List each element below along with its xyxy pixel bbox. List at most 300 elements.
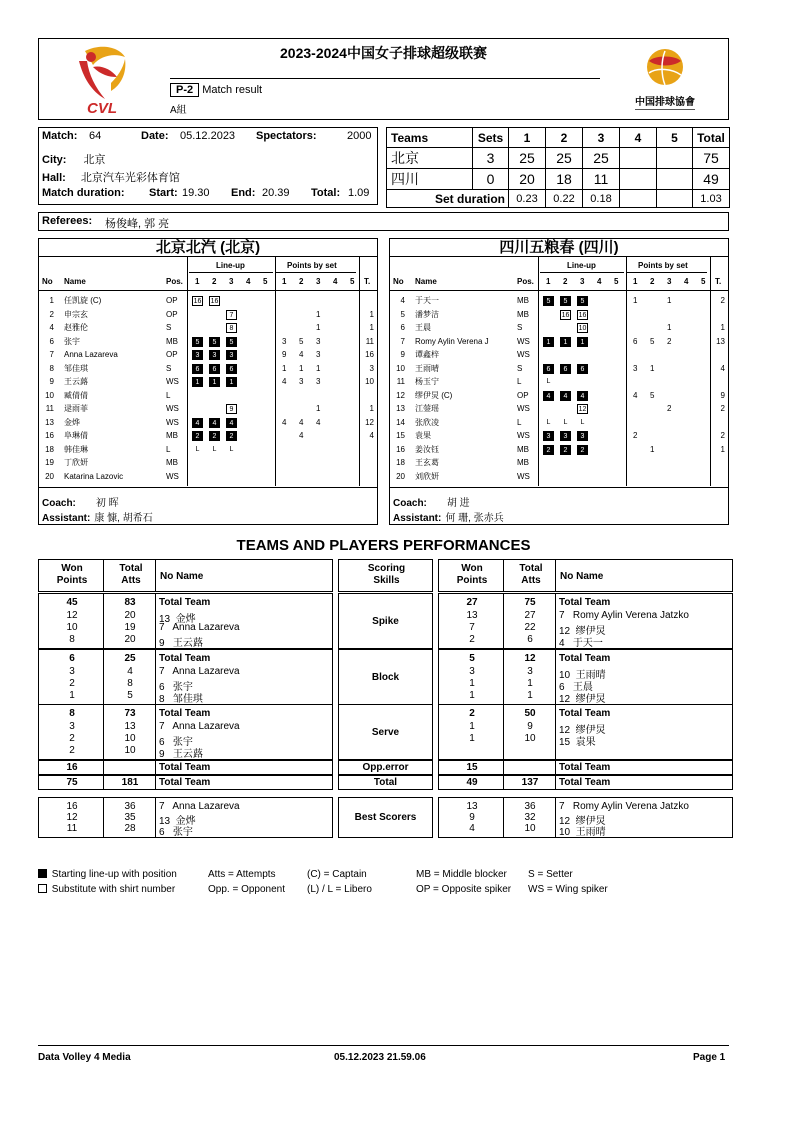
player-number: 19 xyxy=(45,458,54,467)
score-table-wrap xyxy=(386,127,729,208)
player-number: 15 xyxy=(396,431,405,440)
best-scorers-home xyxy=(38,797,333,838)
score-team-name: 北京 xyxy=(387,148,473,169)
lineup-label: Line-up xyxy=(567,261,596,270)
player-perf-name: 13 金烨 xyxy=(159,614,196,625)
lineup-marker: 6 xyxy=(577,364,588,374)
player-total-points: 2 xyxy=(720,296,725,305)
lineup-marker: 3 xyxy=(226,350,237,360)
association-logo-subline xyxy=(635,109,695,110)
score-set-value xyxy=(620,148,657,169)
lineup-set-col: 4 xyxy=(246,277,251,286)
lineup-marker: 5 xyxy=(226,337,237,347)
player-position: WS xyxy=(166,377,179,386)
set-duration-value: 0.23 xyxy=(509,190,546,208)
player-position: WS xyxy=(166,471,179,481)
col-divider xyxy=(503,594,504,648)
won-points-value: 7 xyxy=(469,622,475,633)
player-number: 2 xyxy=(49,309,54,319)
attempts-value: 6 xyxy=(527,634,533,645)
player-row xyxy=(390,470,728,483)
referees-label: Referees: xyxy=(42,215,93,227)
total-duration-label: Total: xyxy=(311,187,341,199)
col-divider xyxy=(155,560,156,591)
empty-square-icon xyxy=(38,884,47,893)
lineup-set-col: 3 xyxy=(580,277,585,286)
lineup-rule xyxy=(189,272,273,273)
perf-total-away xyxy=(438,775,733,790)
player-number: 11 xyxy=(45,404,54,413)
col-divider xyxy=(155,705,156,759)
group-label: A組 xyxy=(170,105,187,116)
player-row xyxy=(39,362,377,375)
player-row xyxy=(390,362,728,375)
attempts-value: 1 xyxy=(527,690,533,701)
lineup-marker: 6 xyxy=(226,364,237,374)
attempts-value: 5 xyxy=(127,690,133,701)
player-perf-name: 4 于天一 xyxy=(559,638,603,649)
player-perf-name: 7 Anna Lazareva xyxy=(159,721,240,732)
set-duration-value: 0.18 xyxy=(583,190,620,208)
lineup-marker: L xyxy=(229,445,234,453)
coach-row xyxy=(393,494,470,509)
won-points-value: 3 xyxy=(469,666,475,677)
player-name: 袁果 xyxy=(415,431,431,440)
footer-center: 05.12.2023 21.59.06 xyxy=(334,1052,426,1063)
set-points: 3 xyxy=(316,336,321,346)
volleyball-emblem-icon xyxy=(625,47,705,91)
coach-name: 胡 进 xyxy=(446,498,470,509)
lineup-marker: 8 xyxy=(226,323,237,333)
player-perf-name: 7 Anna Lazareva xyxy=(159,801,240,812)
col-divider xyxy=(555,776,556,789)
hall-label: Hall: xyxy=(42,172,66,184)
perf-total-skill xyxy=(338,775,433,790)
perf-section-skill xyxy=(338,593,433,649)
skill-name: Total xyxy=(373,777,398,788)
score-set-value xyxy=(657,148,693,169)
col-total: T. xyxy=(364,277,371,286)
lineup-marker: L xyxy=(546,418,551,426)
hall-row xyxy=(42,169,180,185)
player-position: S xyxy=(517,363,523,373)
won-points-value: 27 xyxy=(466,597,478,608)
points-set-col: 3 xyxy=(316,277,321,286)
score-set-value: 25 xyxy=(546,148,583,169)
set-points: 1 xyxy=(650,444,655,454)
player-total-points: 4 xyxy=(720,363,725,373)
score-header-teams: Teams xyxy=(387,128,473,148)
lineup-marker: L xyxy=(563,418,568,426)
skill-name: Spike xyxy=(372,616,399,627)
col-divider xyxy=(155,594,156,648)
lineup-marker: 2 xyxy=(543,445,554,455)
legend-mb: MB = Middle blocker xyxy=(416,869,507,880)
player-perf-name: 7 Anna Lazareva xyxy=(159,622,240,633)
lineup-marker: L xyxy=(546,378,551,385)
player-name: Romy Aylin Verena J xyxy=(415,336,489,346)
col-pos: Pos. xyxy=(517,277,534,286)
won-points-value: 6 xyxy=(69,653,75,664)
association-logo-text: 中国排球協會 xyxy=(635,97,695,108)
set-points: 1 xyxy=(667,323,672,332)
player-position: L xyxy=(166,444,171,454)
player-position: MB xyxy=(517,309,529,319)
attempts-value: 50 xyxy=(524,708,536,719)
player-name: 臧倩倩 xyxy=(64,390,88,400)
perf-section-home xyxy=(38,704,333,760)
col-divider xyxy=(503,776,504,789)
lineup-marker: L xyxy=(212,445,217,453)
col-won-points: Won Points xyxy=(56,563,88,586)
set-points: 1 xyxy=(667,296,672,305)
lineup-set-col: 5 xyxy=(614,277,619,286)
assistant-label: Assistant: xyxy=(393,513,442,524)
player-row xyxy=(390,294,728,307)
col-divider xyxy=(155,761,156,774)
lineup-marker: 4 xyxy=(560,391,571,401)
player-number: 7 xyxy=(49,350,54,359)
player-name: 张欣凌 xyxy=(415,417,439,427)
player-row xyxy=(390,348,728,361)
col-divider xyxy=(555,650,556,704)
lineup-marker: 1 xyxy=(226,377,237,387)
won-points-value: 3 xyxy=(69,721,75,732)
attempts-value: 4 xyxy=(127,666,133,677)
score-header-set1: 1 xyxy=(509,128,546,148)
col-no: No xyxy=(42,277,53,286)
lineup-marker: 4 xyxy=(543,391,554,401)
legend-captain: (C) = Captain xyxy=(307,869,367,880)
cvl-logo xyxy=(71,43,131,115)
player-position: WS xyxy=(517,350,530,359)
player-row xyxy=(39,429,377,442)
player-total-points: 3 xyxy=(369,363,374,373)
set-points: 3 xyxy=(633,363,638,373)
player-perf-name: Total Team xyxy=(159,708,211,719)
player-number: 1 xyxy=(49,296,54,305)
player-perf-name: 9 王云蕗 xyxy=(159,749,203,760)
lineup-marker: 1 xyxy=(560,337,571,347)
header-rule xyxy=(390,290,728,291)
best-scorers-label: Best Scorers xyxy=(354,812,417,823)
player-perf-name: Total Team xyxy=(159,762,211,773)
team-title: 四川五粮春 (四川) xyxy=(390,239,728,257)
hall-value: 北京汽车光彩体育馆 xyxy=(80,172,180,184)
player-number: 16 xyxy=(396,444,405,454)
player-row xyxy=(390,321,728,334)
lineup-marker: 1 xyxy=(577,337,588,347)
won-points-value: 1 xyxy=(469,690,475,701)
player-name: 金烨 xyxy=(64,417,80,427)
perf-section-home xyxy=(38,649,333,705)
won-points-value: 4 xyxy=(469,823,475,834)
lineup-marker: L xyxy=(580,418,585,426)
points-set-col: 5 xyxy=(350,277,355,286)
points-set-col: 5 xyxy=(701,277,706,286)
set-points: 4 xyxy=(282,377,287,386)
spectators-label: Spectators: xyxy=(256,130,317,142)
won-points-value: 16 xyxy=(66,762,78,773)
roster-header xyxy=(390,257,728,291)
col-divider xyxy=(103,560,104,591)
player-number: 13 xyxy=(396,404,405,413)
lineup-marker: 16 xyxy=(193,298,202,305)
set-duration-value: 0.22 xyxy=(546,190,583,208)
score-row-away xyxy=(387,169,730,190)
won-points-value: 13 xyxy=(466,610,478,621)
score-header-total: Total xyxy=(693,128,730,148)
set-points: 2 xyxy=(633,431,638,440)
won-points-value: 13 xyxy=(466,801,478,812)
col-divider xyxy=(155,776,156,789)
player-perf-name: 10 王雨晴 xyxy=(559,670,606,681)
player-position: WS xyxy=(517,471,530,481)
player-number: 10 xyxy=(396,363,405,373)
player-name: 于天一 xyxy=(415,296,439,305)
attempts-value: 25 xyxy=(124,653,136,664)
player-position: MB xyxy=(517,296,529,305)
score-set-value: 11 xyxy=(583,169,620,190)
player-perf-name: Total Team xyxy=(159,777,211,788)
player-row xyxy=(390,429,728,442)
lineup-marker: 1 xyxy=(192,377,203,387)
legend-starting xyxy=(38,869,177,880)
col-no-name: No Name xyxy=(160,571,204,582)
player-total-points: 1 xyxy=(369,404,374,413)
score-total: 49 xyxy=(693,169,730,190)
player-position: WS xyxy=(166,404,179,413)
best-scorers-label-box xyxy=(338,797,433,838)
assistant-names: 康 慷, 胡希石 xyxy=(94,513,153,524)
score-header-set2: 2 xyxy=(546,128,583,148)
player-name: 韩佳琳 xyxy=(64,444,88,454)
legend-s: S = Setter xyxy=(528,869,573,880)
player-total-points: 9 xyxy=(720,390,725,400)
player-perf-name: Total Team xyxy=(159,597,211,608)
player-name: Anna Lazareva xyxy=(64,350,118,359)
won-points-value: 12 xyxy=(66,610,78,621)
player-perf-name: 8 邹佳琪 xyxy=(159,694,203,705)
player-row xyxy=(390,335,728,348)
won-points-value: 2 xyxy=(69,745,75,756)
player-position: MB xyxy=(166,431,178,440)
player-total-points: 1 xyxy=(369,309,374,319)
set-points: 6 xyxy=(633,336,638,346)
assistant-row xyxy=(42,509,153,524)
skill-name: Block xyxy=(371,672,400,683)
perf-section-skill xyxy=(338,704,433,760)
attempts-value: 137 xyxy=(521,777,539,788)
player-number: 18 xyxy=(45,444,54,454)
duration-label: Match duration: xyxy=(42,187,125,199)
won-points-value: 10 xyxy=(66,622,78,633)
set-duration-label: Set duration xyxy=(387,190,509,208)
won-points-value: 1 xyxy=(469,733,475,744)
player-row xyxy=(390,456,728,469)
player-name: 王晨 xyxy=(415,323,431,332)
lineup-set-col: 3 xyxy=(229,277,234,286)
lineup-set-col: 2 xyxy=(563,277,568,286)
player-perf-name: Total Team xyxy=(559,777,611,788)
col-divider xyxy=(103,594,104,648)
player-name: 谭鑫梓 xyxy=(415,350,439,359)
won-points-value: 5 xyxy=(469,653,475,664)
coach-label: Coach: xyxy=(393,498,427,509)
player-row xyxy=(39,470,377,483)
points-set-col: 2 xyxy=(650,277,655,286)
col-divider xyxy=(155,798,156,837)
col-no: No xyxy=(393,277,404,286)
lineup-rule xyxy=(540,272,624,273)
attempts-value: 28 xyxy=(124,823,136,834)
player-name: 申宗玄 xyxy=(64,309,88,319)
attempts-value: 32 xyxy=(524,812,536,823)
player-position: WS xyxy=(166,417,179,427)
page-title: 2023-2024中国女子排球超级联赛 xyxy=(280,45,487,61)
legend-op: OP = Opposite spiker xyxy=(416,884,512,895)
player-perf-name: 12 缪伊炅 xyxy=(559,694,606,705)
player-number: 4 xyxy=(49,323,54,332)
player-perf-name: 9 王云蕗 xyxy=(159,638,203,649)
col-divider xyxy=(503,761,504,774)
skill-name: Opp.error xyxy=(362,762,409,773)
match-row xyxy=(42,130,376,142)
col-divider xyxy=(555,761,556,774)
col-divider xyxy=(503,560,504,591)
player-number: 10 xyxy=(45,390,54,400)
association-logo xyxy=(625,47,705,117)
player-position: L xyxy=(517,377,522,386)
points-rule xyxy=(276,272,356,273)
player-row xyxy=(39,375,377,388)
legend-starting-text: Starting line-up with position xyxy=(51,869,177,880)
player-number: 20 xyxy=(45,471,54,481)
player-row xyxy=(39,335,377,348)
score-header-set4: 4 xyxy=(620,128,657,148)
legend-atts: Atts = Attempts xyxy=(208,869,276,880)
set-points: 4 xyxy=(316,417,321,427)
attempts-value: 12 xyxy=(524,653,536,664)
score-sets: 3 xyxy=(473,148,509,169)
lineup-marker: 6 xyxy=(192,364,203,374)
score-set-value: 18 xyxy=(546,169,583,190)
col-divider xyxy=(103,761,104,774)
player-perf-name: 10 王雨晴 xyxy=(559,827,606,838)
footer-left: Data Volley 4 Media xyxy=(38,1052,131,1063)
col-total-atts: Total Atts xyxy=(119,563,143,586)
col-scoring-skills: Scoring Skills xyxy=(367,563,406,586)
points-set-col: 1 xyxy=(633,277,638,286)
perf-header-away xyxy=(438,559,733,592)
set-points: 1 xyxy=(316,309,321,319)
header-box xyxy=(38,38,729,120)
player-total-points: 1 xyxy=(720,444,725,454)
start-value: 19.30 xyxy=(182,187,210,199)
player-perf-name: 15 袁果 xyxy=(559,737,596,748)
date-value: 05.12.2023 xyxy=(180,130,236,142)
player-name: 任凯旋 (C) xyxy=(64,296,102,305)
player-perf-name: Total Team xyxy=(559,708,611,719)
player-total-points: 1 xyxy=(369,323,374,332)
won-points-value: 1 xyxy=(469,678,475,689)
filled-square-icon xyxy=(38,869,47,878)
set-points: 3 xyxy=(316,350,321,359)
lineup-marker: 1 xyxy=(209,377,220,387)
lineup-marker: 9 xyxy=(226,404,237,414)
lineup-set-col: 1 xyxy=(195,277,200,286)
player-name: 王玄葛 xyxy=(415,458,439,467)
player-name: 赵雅伦 xyxy=(64,323,88,332)
won-points-value: 2 xyxy=(69,678,75,689)
col-divider xyxy=(503,705,504,759)
player-perf-name: 6 王晨 xyxy=(559,682,593,693)
player-total-points: 2 xyxy=(720,431,725,440)
col-name: Name xyxy=(415,277,437,286)
player-number: 18 xyxy=(396,458,405,467)
col-no-name: No Name xyxy=(560,571,604,582)
referees-value: 杨俊峰, 郭 亮 xyxy=(105,218,170,230)
lineup-marker: 6 xyxy=(543,364,554,374)
attempts-value: 75 xyxy=(524,597,536,608)
player-perf-name: Total Team xyxy=(559,597,611,608)
player-name: 张宇 xyxy=(64,336,80,346)
player-number: 14 xyxy=(396,417,405,427)
won-points-value: 11 xyxy=(66,823,78,834)
set-points: 1 xyxy=(316,404,321,413)
player-perf-name: 6 张宇 xyxy=(159,682,193,693)
city-value: 北京 xyxy=(83,154,106,166)
player-total-points: 11 xyxy=(365,336,374,346)
lineup-marker: 16 xyxy=(578,311,587,319)
won-points-value: 45 xyxy=(66,597,78,608)
footer-right: Page 1 xyxy=(693,1052,726,1063)
player-row xyxy=(390,416,728,429)
won-points-value: 2 xyxy=(469,634,475,645)
lineup-marker: 3 xyxy=(560,431,571,441)
player-total-points: 1 xyxy=(720,323,725,332)
lineup-marker: 2 xyxy=(560,445,571,455)
perf-section-away xyxy=(438,704,733,760)
won-points-value: 2 xyxy=(469,708,475,719)
date-label: Date: xyxy=(141,130,169,142)
col-pos: Pos. xyxy=(166,277,183,286)
set-points: 1 xyxy=(316,323,321,332)
coach-name: 初 晖 xyxy=(95,498,119,509)
performances-title: TEAMS AND PLAYERS PERFORMANCES xyxy=(236,537,531,554)
coach-rule xyxy=(390,487,728,488)
lineup-marker: 2 xyxy=(209,431,220,441)
player-total-points: 12 xyxy=(365,417,374,427)
col-total-atts: Total Atts xyxy=(519,563,543,586)
set-points: 9 xyxy=(282,350,287,359)
lineup-marker: 10 xyxy=(578,325,587,332)
attempts-value: 36 xyxy=(124,801,136,812)
player-position: L xyxy=(166,390,171,400)
match-info-box xyxy=(38,127,378,205)
player-number: 16 xyxy=(45,431,54,440)
won-points-value: 1 xyxy=(69,690,75,701)
footer-rule xyxy=(38,1045,729,1046)
player-row xyxy=(39,456,377,469)
attempts-value: 10 xyxy=(524,733,536,744)
set-points: 3 xyxy=(282,336,287,346)
lineup-marker: 6 xyxy=(209,364,220,374)
player-position: S xyxy=(166,323,172,332)
col-divider xyxy=(555,594,556,648)
set-points: 2 xyxy=(667,404,672,413)
player-row xyxy=(390,389,728,402)
